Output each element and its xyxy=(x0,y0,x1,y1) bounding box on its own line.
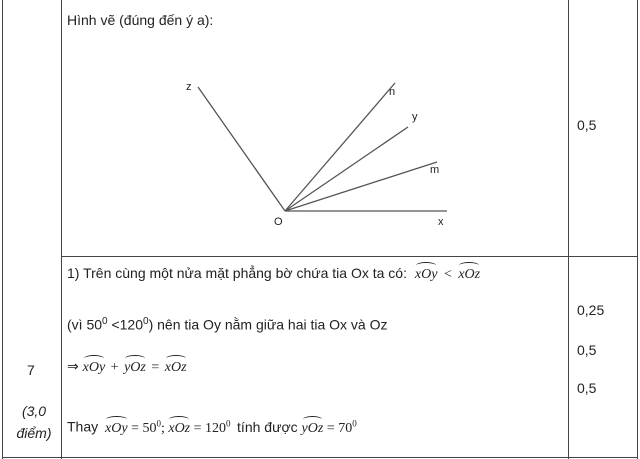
question-number: 7 xyxy=(27,362,35,378)
given-values xyxy=(105,418,234,436)
deg-sup: 0 xyxy=(226,418,231,428)
label-m: m xyxy=(430,164,440,176)
angle-yoz: yOz xyxy=(301,420,324,436)
angle-xoz: xOz xyxy=(168,420,191,436)
label-n: n xyxy=(389,86,396,98)
score-2: 0,5 xyxy=(577,342,597,358)
figure-caption: Hình vẽ (đúng đến ý a): xyxy=(67,12,214,28)
label-o: O xyxy=(274,216,283,228)
yoz-value: = 70 xyxy=(326,420,353,436)
part1-line1 xyxy=(67,264,480,284)
angle-yoz: yOz xyxy=(124,360,146,375)
plus-sign: + xyxy=(110,360,119,375)
line2-c: ) nên tia Oy nằm giữa hai tia Ox và Oz xyxy=(148,316,388,333)
tinh-duoc-text: tính được xyxy=(237,418,298,435)
score-3: 0,5 xyxy=(577,380,597,396)
line2-b: <120 xyxy=(107,316,144,333)
part1-line4 xyxy=(67,414,357,438)
part1-line3 xyxy=(67,357,187,377)
angle-xoy: xOy xyxy=(105,420,128,436)
part1-line1-text: 1) Trên cùng một nửa mặt phẳng bờ chứa tia Ox ta có: xyxy=(67,265,407,281)
inequality xyxy=(415,267,480,282)
question-points-text: (3,0 điểm) xyxy=(16,403,52,441)
ray-om xyxy=(285,162,440,211)
angle-xoz: xOz xyxy=(458,267,481,282)
implies-arrow: ⇒ xyxy=(67,359,79,375)
deg-sup: 0 xyxy=(102,316,108,327)
thay-text: Thay xyxy=(67,418,99,435)
label-x: x xyxy=(438,216,444,228)
angle-xoy: xOy xyxy=(82,360,106,375)
xoy-value: = 50 xyxy=(131,420,157,436)
deg-sup: 0 xyxy=(352,418,357,428)
deg-sup: 0 xyxy=(143,316,149,327)
label-y: y xyxy=(412,111,418,123)
angle-xoy: xOy xyxy=(414,267,438,282)
line2-a: (vì 50 xyxy=(67,316,103,333)
score-1: 0,25 xyxy=(577,302,605,318)
angle-sum xyxy=(83,360,187,375)
label-z: z xyxy=(186,81,192,93)
score-figure: 0,5 xyxy=(577,117,597,133)
part1-line2 xyxy=(67,313,388,334)
deg-sup: 0 xyxy=(156,418,161,428)
xoz-value: = 120 xyxy=(193,420,227,436)
separator: ; xyxy=(160,420,165,436)
less-than: < xyxy=(443,267,452,282)
equals-sign: = xyxy=(151,360,160,375)
result-value xyxy=(301,418,357,436)
angle-xoz: xOz xyxy=(164,360,187,375)
ray-oz xyxy=(198,87,285,211)
